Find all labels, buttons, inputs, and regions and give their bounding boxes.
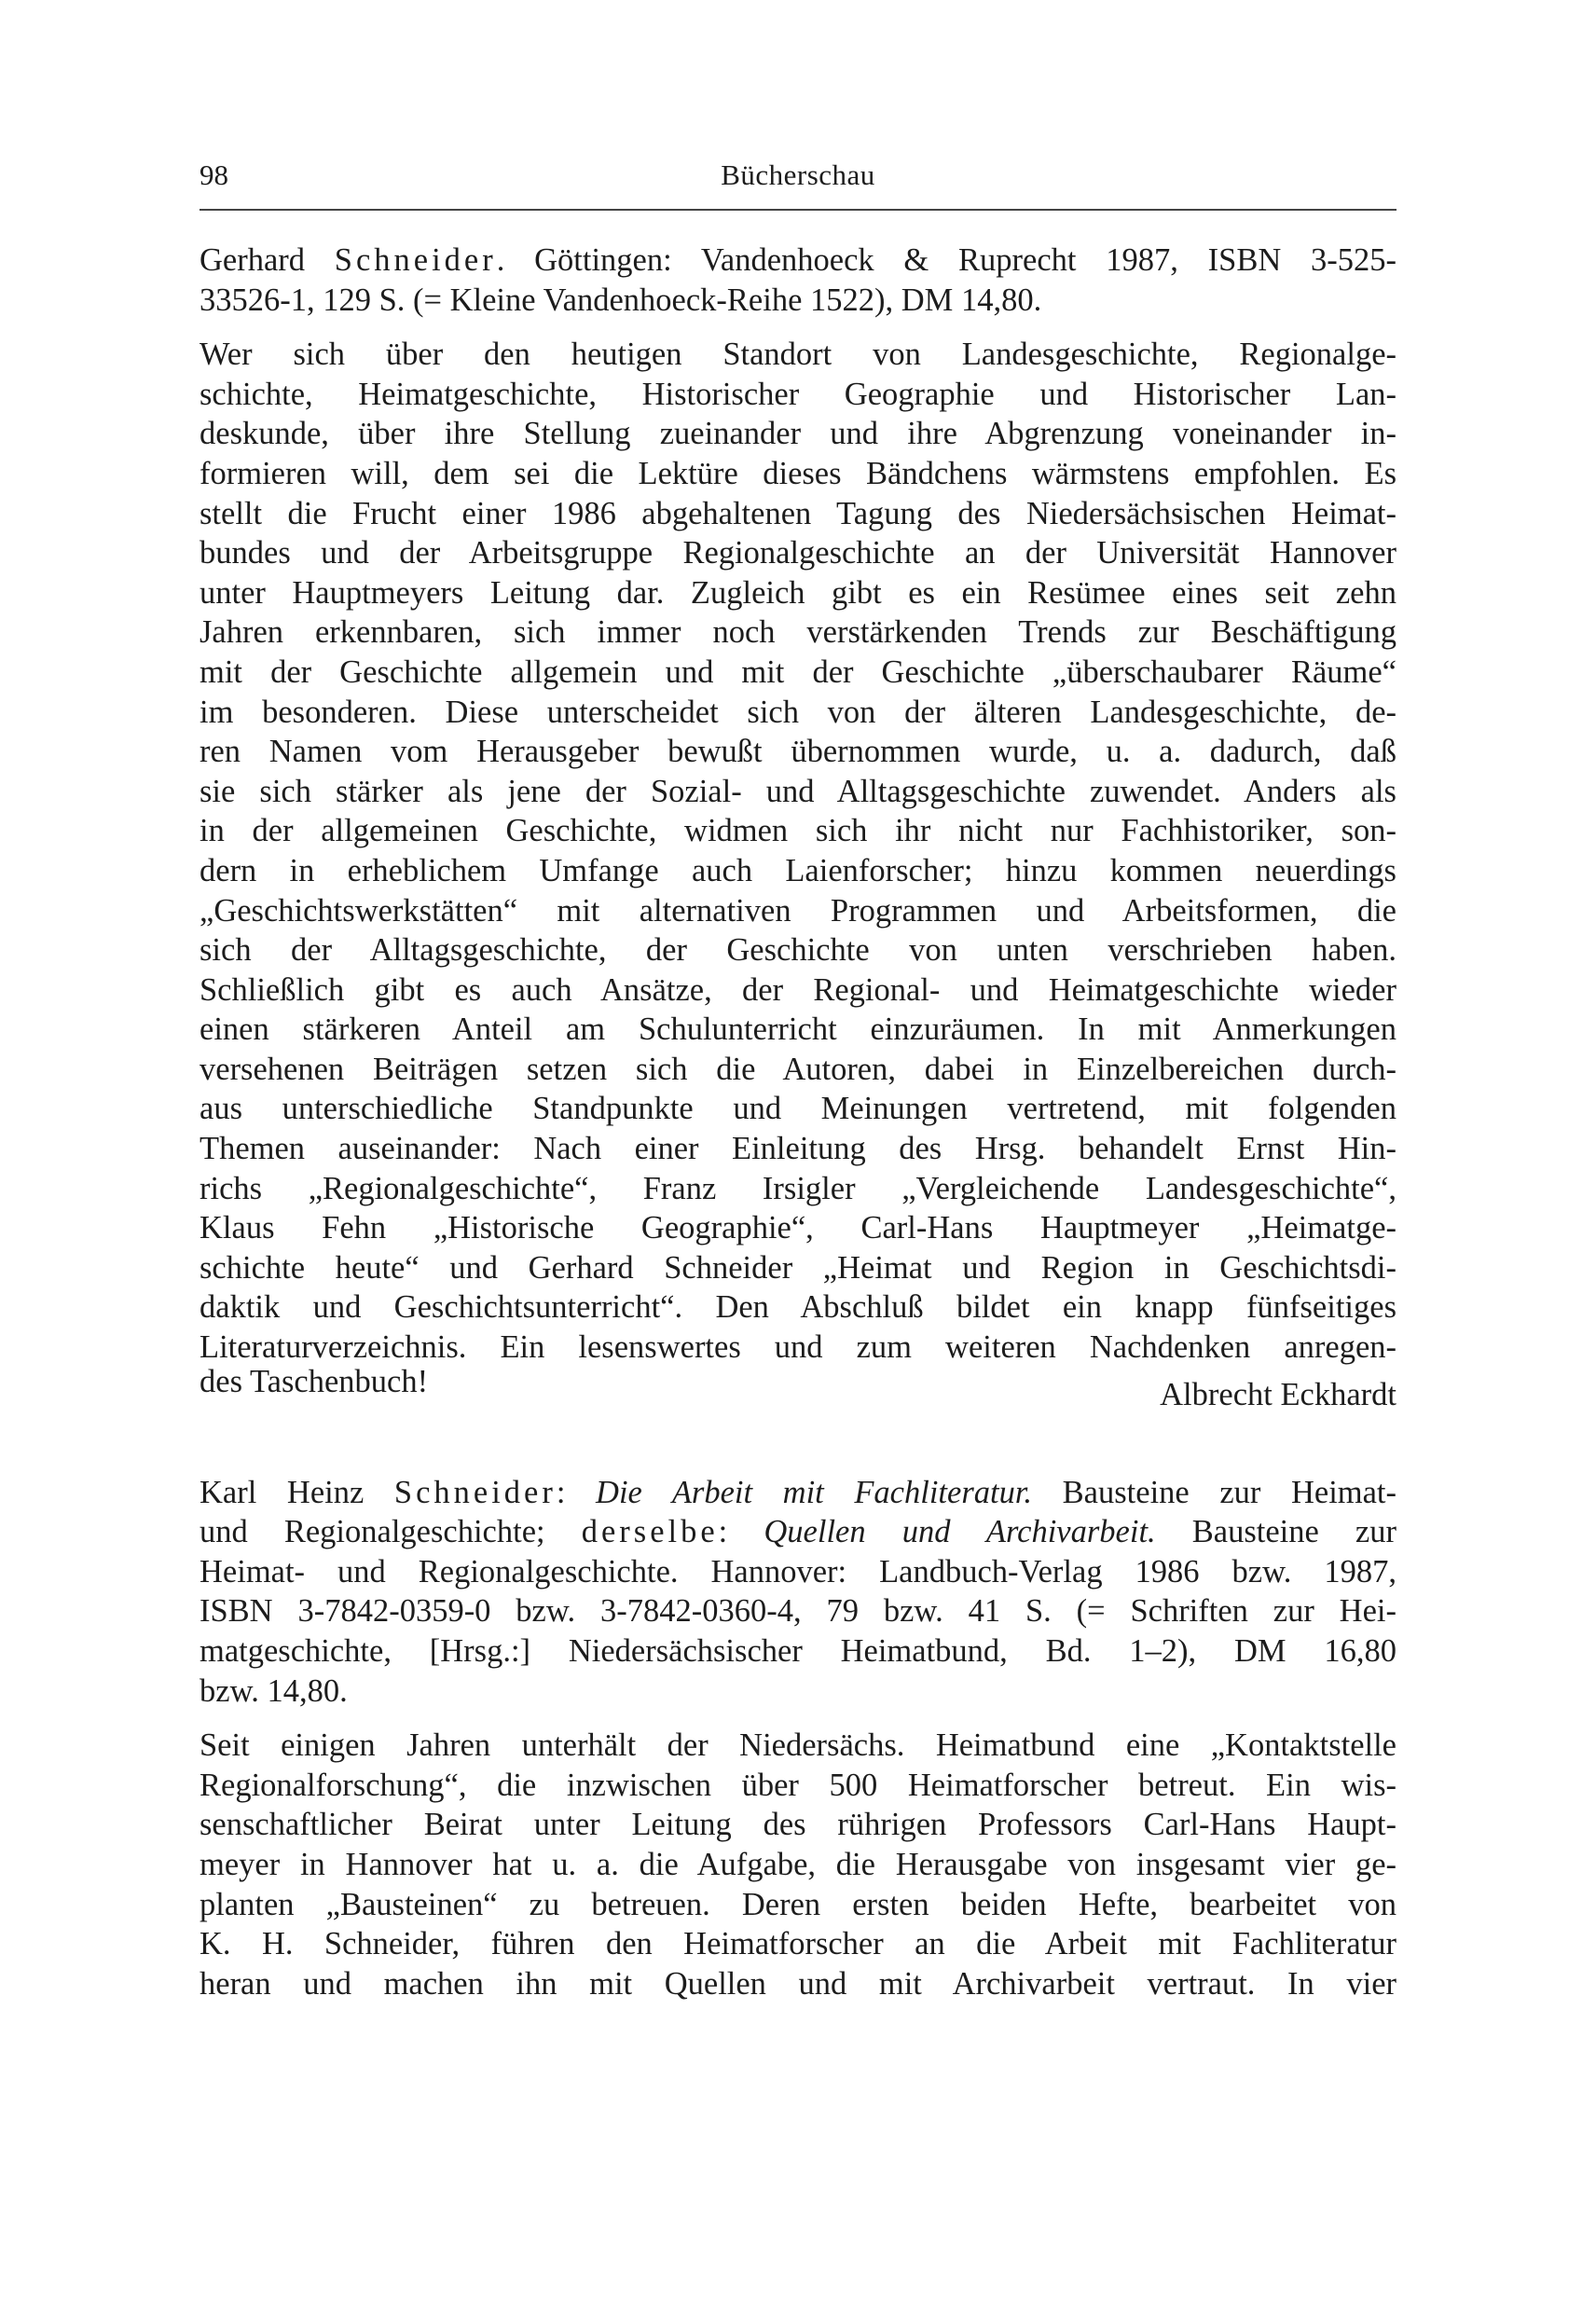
body-line: schichte, Heimatgeschichte, Historischer Geographie und Historischer Lan- — [200, 376, 1396, 412]
citation-line: matgeschichte, [Hrsg.:] Niedersächsischer Heimatbund, Bd. 1–2), DM 16,80 — [200, 1633, 1396, 1669]
body-line: Seit einigen Jahren unterhält der Niedersächs. Heimatbund eine „Kontaktstelle — [200, 1727, 1396, 1764]
author-ref: derselbe — [581, 1514, 719, 1550]
citation-line: ISBN 3-7842-0359-0 bzw. 3-7842-0360-4, 79 bzw. 41 S. (= Schriften zur Hei- — [200, 1593, 1396, 1630]
body-line: Wer sich über den heutigen Standort von Landesgeschichte, Regionalge- — [200, 337, 1396, 373]
closing-line — [200, 1363, 1396, 1412]
review-1-body — [200, 335, 1396, 1412]
body-line: mit der Geschichte allgemein und mit der Geschichte „überschaubarer Räume“ — [200, 654, 1396, 690]
body-line: einen stärkeren Anteil am Schulunterricht einzuräumen. In mit Anmerkungen — [200, 1012, 1396, 1048]
citation-line: 33526-1, 129 S. (= Kleine Vandenhoeck-Reihe 1522), DM 14,80. — [200, 282, 1042, 318]
body-line: Schließlich gibt es auch Ansätze, der Regional- und Heimatgeschichte wieder — [200, 971, 1396, 1008]
body-line: versehenen Beiträgen setzen sich die Autoren, dabei in Einzelbereichen durch- — [200, 1051, 1396, 1087]
body-line: K. H. Schneider, führen den Heimatforscher an die Arbeit mit Fachliteratur — [200, 1926, 1396, 1962]
book-title: Die Arbeit mit Fachliteratur. — [596, 1474, 1033, 1510]
review-2-citation — [200, 1473, 1396, 1712]
body-line: aus unterschiedliche Standpunkte und Meinungen vertretend, mit folgenden — [200, 1091, 1396, 1127]
body-line: schichte heute“ und Gerhard Schneider „Heimat und Region in Geschichtsdi- — [200, 1249, 1396, 1286]
author-name: Schneider — [393, 1474, 557, 1510]
body-line: unter Hauptmeyers Leitung dar. Zugleich gibt es ein Resümee eines seit zehn — [200, 574, 1396, 611]
running-title: Bücherschau — [721, 158, 875, 191]
body-line: richs „Regionalgeschichte“, Franz Irsigler „Vergleichende Landesgeschichte“, — [200, 1170, 1396, 1206]
body-line: meyer in Hannover hat u. a. die Aufgabe, die Herausgabe von insgesamt vier ge- — [200, 1846, 1396, 1882]
citation-line: Karl Heinz Schneider: Die Arbeit mit Fachliteratur. Bausteine zur Heimat- — [200, 1474, 1397, 1510]
body-line: Literaturverzeichnis. Ein lesenswertes und zum weiteren Nachdenken anregen- — [200, 1329, 1396, 1366]
body-last-line: des Taschenbuch! — [200, 1363, 429, 1399]
citation-line: Gerhard Schneider. Göttingen: Vandenhoeck & Ruprecht 1987, ISBN 3-525- — [200, 242, 1396, 278]
body-line: bundes und der Arbeitsgruppe Regionalgeschichte an der Universität Hannover — [200, 535, 1396, 571]
page-number: 98 — [200, 158, 228, 191]
body-line: daktik und Geschichtsunterricht“. Den Abschluß bildet ein knapp fünfseitiges — [200, 1289, 1396, 1326]
reviewer-signature: Albrecht Eckhardt — [1160, 1376, 1396, 1412]
body-line: Jahren erkennbaren, sich immer noch verstärkenden Trends zur Beschäftigung — [200, 614, 1396, 651]
body-line: stellt die Frucht einer 1986 abgehaltenen Tagung des Niedersächsischen Heimat- — [200, 495, 1396, 531]
body-line: in der allgemeinen Geschichte, widmen sich ihr nicht nur Fachhistoriker, son- — [200, 813, 1396, 849]
review-2-body — [200, 1726, 1396, 2003]
body-line: Regionalforschung“, die inzwischen über 500 Heimatforscher betreut. Ein wis- — [200, 1767, 1396, 1803]
book-title: Quellen und Archivarbeit. — [764, 1514, 1156, 1550]
review-1-citation — [200, 241, 1396, 320]
body-line: deskunde, über ihre Stellung zueinander und ihre Abgrenzung voneinander in- — [200, 416, 1396, 452]
citation-line: und Regionalgeschichte; derselbe: Quellen und Archivarbeit. Bausteine zur — [200, 1514, 1396, 1550]
author-name: Schneider — [334, 242, 497, 278]
body-line: dern in erheblichem Umfange auch Laienforscher; hinzu kommen neuerdings — [200, 852, 1396, 888]
body-line: im besonderen. Diese unterscheidet sich von der älteren Landesgeschichte, de- — [200, 694, 1396, 730]
citation-line: bzw. 14,80. — [200, 1672, 348, 1709]
body-line: sich der Alltagsgeschichte, der Geschichte von unten verschrieben haben. — [200, 932, 1396, 969]
header-rule — [200, 209, 1396, 211]
review-2 — [200, 1473, 1396, 2004]
body-line: Klaus Fehn „Historische Geographie“, Carl-Hans Hauptmeyer „Heimatge- — [200, 1210, 1396, 1246]
body-line: formieren will, dem sei die Lektüre dieses Bändchens wärmstens empfohlen. Es — [200, 455, 1396, 491]
body-line: ren Namen vom Herausgeber bewußt übernommen wurde, u. a. dadurch, daß — [200, 734, 1396, 770]
citation-line: Heimat- und Regionalgeschichte. Hannover: Landbuch-Verlag 1986 bzw. 1987, — [200, 1553, 1396, 1590]
body-line: Themen auseinander: Nach einer Einleitung des Hrsg. behandelt Ernst Hin- — [200, 1131, 1396, 1167]
text-column — [200, 241, 1396, 2003]
body-line: heran und machen ihn mit Quellen und mit Archivarbeit vertraut. In vier — [200, 1965, 1396, 2002]
body-line: planten „Bausteinen“ zu betreuen. Deren ersten beiden Hefte, bearbeitet von — [200, 1886, 1396, 1922]
body-line: senschaftlicher Beirat unter Leitung des rührigen Professors Carl-Hans Haupt- — [200, 1807, 1396, 1843]
review-1 — [200, 241, 1396, 1412]
body-line: sie sich stärker als jene der Sozial- und Alltagsgeschichte zuwendet. Anders als — [200, 773, 1396, 809]
body-line: „Geschichtswerkstätten“ mit alternativen Programmen und Arbeitsformen, die — [200, 892, 1396, 929]
